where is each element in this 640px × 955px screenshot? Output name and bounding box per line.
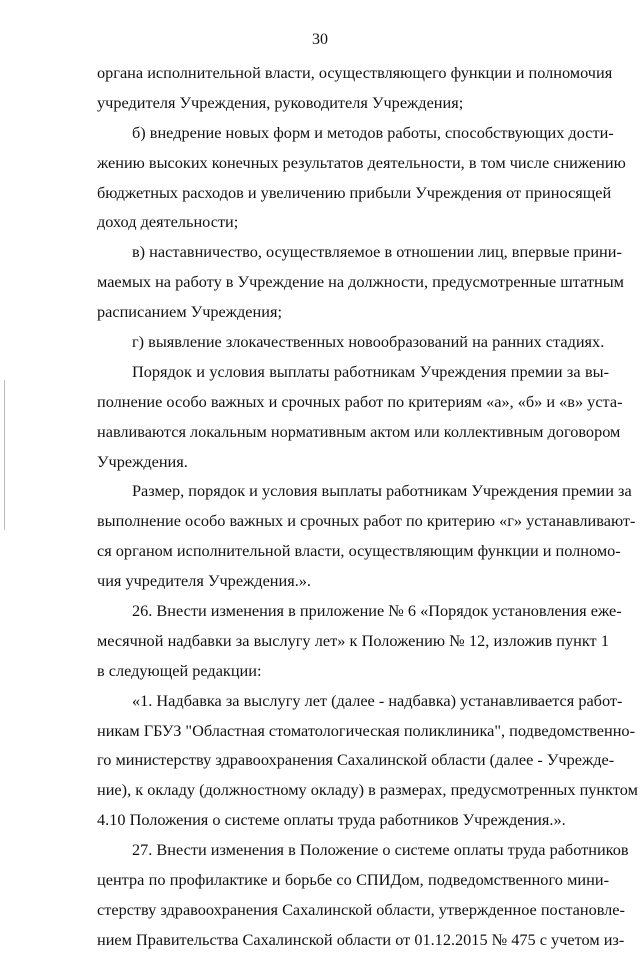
text-line: бюджетных расходов и увеличению прибыли Учреждения от приносящей: [97, 182, 612, 202]
text-line: жению высоких конечных результатов деятельности, в том числе снижению: [97, 152, 626, 172]
text-line: доход деятельности;: [97, 212, 239, 232]
text-line: чия учредителя Учреждения.».: [97, 571, 312, 591]
text-line: в) наставничество, осуществляемое в отношении лиц, впервые прини-: [132, 242, 622, 262]
text-line: органа исполнительной власти, осуществляющего функции и полномочия: [97, 63, 613, 82]
text-line: месячной надбавки за выслугу лет» к Положению № 12, изложив пункт 1: [97, 630, 609, 650]
text-line: стерству здравоохранения Сахалинской области, утвержденное постановле-: [97, 899, 625, 919]
text-line: 4.10 Положения о системе оплаты труда работников Учреждения.».: [97, 810, 566, 830]
text-line: 27. Внести изменения в Положение о системе оплаты труда работников: [132, 840, 629, 860]
text-line: Размер, порядок и условия выплаты работникам Учреждения премии за: [132, 481, 632, 501]
body-text: [97, 58, 638, 955]
text-line: расписанием Учреждения;: [97, 302, 282, 322]
text-line: го министерству здравоохранения Сахалинской области (далее - Учрежде-: [97, 750, 615, 770]
text-line: выполнение особо важных и срочных работ по критерию «г» устанавливают-: [97, 511, 636, 531]
text-line: Порядок и условия выплаты работникам Учреждения премии за вы-: [132, 361, 609, 381]
page-number: 30: [312, 31, 328, 48]
text-line: б) внедрение новых форм и методов работы, способствующих дости-: [132, 122, 614, 142]
text-line: 26. Внести изменения в приложение № 6 «Порядок установления еже-: [132, 601, 622, 621]
text-line: полнение особо важных и срочных работ по критериям «а», «б» и «в» уста-: [97, 391, 623, 411]
text-line: ние), к окладу (должностному окладу) в размерах, предусмотренных пунктом: [97, 780, 638, 800]
text-line: нием Правительства Сахалинской области от 01.12.2015 № 475 с учетом из-: [97, 929, 625, 949]
text-line: г) выявление злокачественных новообразований на ранних стадиях.: [132, 332, 605, 352]
text-line: маемых на работу в Учреждение на должности, предусмотренные штатным: [97, 272, 624, 292]
scan-edge-mark: [4, 380, 5, 530]
text-line: ся органом исполнительной власти, осуществляющим функции и полномо-: [97, 541, 621, 561]
text-line: «1. Надбавка за выслугу лет (далее - надбавка) устанавливается работ-: [132, 690, 623, 710]
text-line: навливаются локальным нормативным актом или коллективным договором: [97, 421, 621, 441]
text-line: в следующей редакции:: [97, 660, 262, 680]
text-line: никам ГБУЗ "Областная стоматологическая поликлиника", подведомственно-: [97, 720, 635, 740]
text-line: центра по профилактике и борьбе со СПИДом, подведомственного мини-: [97, 870, 609, 890]
text-line: Учреждения.: [97, 451, 188, 471]
text-line: учредителя Учреждения, руководителя Учреждения;: [97, 92, 464, 112]
